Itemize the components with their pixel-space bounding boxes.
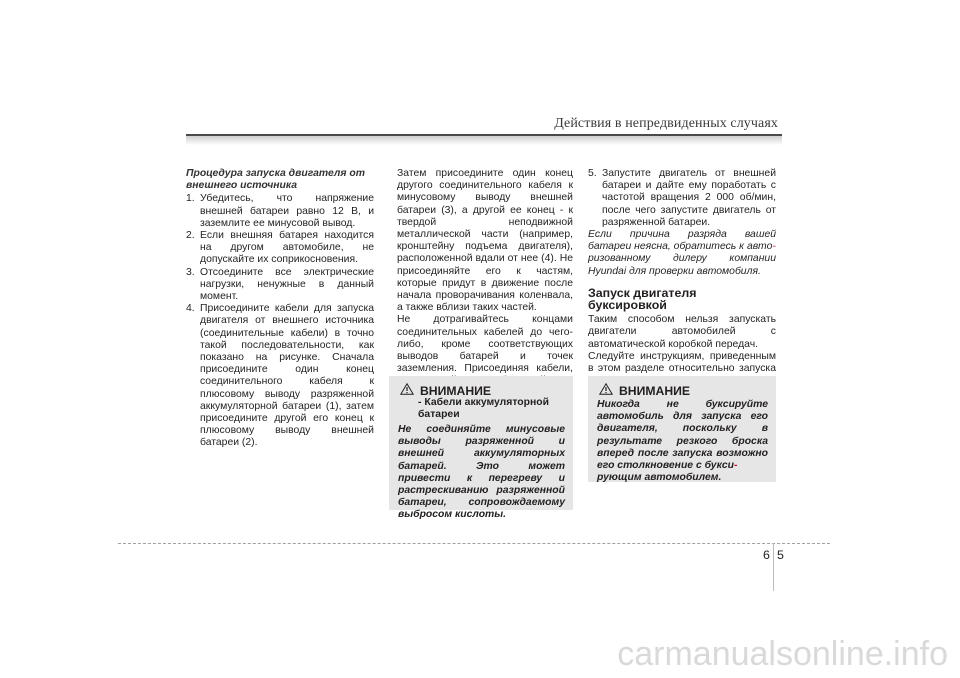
step-text: Если внешняя батарея находится на другом автомобиле, не допускайте их соприкосновения.: [200, 230, 374, 266]
steps-list-continued: [588, 168, 776, 229]
column-right: [588, 168, 776, 387]
dealer-note-part2: ризованному дилеру компании Hyundai для проверки автомобиля.: [588, 253, 776, 277]
tow-start-section-title: Запуск двигателя буксировкой: [588, 285, 697, 313]
procedure-heading-line2: внешнего источника: [186, 180, 298, 192]
tow-start-paragraph: Таким способом нельзя запускать двигатели автомобилей с автоматической коробкой передач.: [588, 314, 776, 350]
warning-body: [597, 399, 768, 484]
hyphen-mark: -: [733, 460, 738, 472]
step-number: 4.: [186, 303, 195, 315]
procedure-heading-line1: Процедура запуска двигателя от: [186, 168, 365, 179]
column-left: [186, 168, 374, 450]
cable-caution-paragraph: Не дотрагивайтесь концами соединительных кабелей до чего-либо, кроме соответствующих выводов батарей и точек заземления. Присоединяя кабели,: [397, 314, 573, 375]
header-rule-shadow: [186, 136, 782, 145]
warning-body-part2: рующим автомобилем.: [597, 472, 722, 484]
warning-box-tow-start: [588, 376, 776, 482]
step-item: [186, 303, 374, 449]
warning-body-part1: Никогда не буксируйте автомобиль для запуска его двигателя, поскольку в результате резкого броска вперед после запуска возможно его столкновение с букси: [597, 399, 768, 472]
warning-header: [597, 382, 768, 396]
warning-title: ВНИМАНИЕ: [619, 384, 691, 398]
warning-body: Не соединяйте минусовые выводы разряженной и внешней аккумуляторных батарей. Это может привести к перегреву и растрескиванию разряженной батареи, сопровождаемому выбросом кислоты.: [398, 424, 565, 521]
footer-rule: [118, 543, 830, 544]
step-number: 1.: [186, 193, 195, 205]
step-text: Присоедините кабели для запуска двигателя от внешнего источника (соединительные кабели) в точно такой последовательности, как показано на рисунке. Сначала присоедините один конец соединительного кабеля к плюсовому выводу разряженной аккумуляторной батареи (1), затем присоедините другой его конец к плюсовому выводу внешней батареи (2).: [200, 303, 374, 449]
step-text: Убедитесь, что напряжение внешней батареи равно 12 В, и заземлите ее минусовой вывод.: [200, 193, 374, 229]
step-text: Запустите двигатель от внешней батареи и дайте ему поработать с частотой вращения 2 000 об/мин, после чего запустите двигатель от разряженной батареи.: [602, 168, 776, 228]
column-middle: [397, 168, 573, 388]
step-number: 5.: [588, 168, 597, 179]
chapter-number: 6: [763, 548, 770, 562]
watermark: carmanualsonline.info: [617, 635, 948, 673]
warning-subtitle: - Кабели аккумуляторной батареи: [418, 397, 549, 420]
warning-header: [398, 382, 565, 396]
warning-title: ВНИМАНИЕ: [420, 384, 492, 398]
step-item: [186, 230, 374, 267]
hyphen-mark: -: [772, 241, 776, 253]
warning-box-battery-cables: [389, 376, 573, 521]
dealer-note: [588, 229, 776, 278]
page-number-divider: [773, 543, 774, 591]
warning-triangle-icon: [599, 383, 613, 395]
page-header-title: Действия в непредвиденных случаях: [554, 116, 778, 131]
cable-instructions-paragraph: Затем присоедините один конец другого соединительного кабеля к минусовому выводу внешней батареи (3), а другой ее конец - к твердой неподвижной металлической части (например, кронштейну подъема двигателя), расположенной вдали от нее (4). Не присоединяйте его к частям, которые придут в движение после начала проворачивания коленвала, а также вблизи таких частей.: [397, 168, 573, 314]
warning-triangle-icon: [400, 383, 414, 395]
step-item: [186, 193, 374, 230]
procedure-heading: [186, 168, 374, 192]
dealer-note-part1: Если причина разряда вашей батареи неясна, обратитесь к авто: [588, 229, 776, 253]
step-item: [588, 168, 776, 229]
steps-list: [186, 193, 374, 449]
step-number: 2.: [186, 230, 195, 242]
step-text: Отсоедините все электрические нагрузки, ненужные в данный момент.: [200, 266, 374, 303]
step-item: [186, 267, 374, 304]
page-number: 5: [777, 548, 784, 562]
tow-start-instructions-paragraph: Следуйте инструкциям, приведенным в этом разделе относительно запуска: [588, 350, 776, 375]
step-number: 3.: [186, 266, 195, 278]
